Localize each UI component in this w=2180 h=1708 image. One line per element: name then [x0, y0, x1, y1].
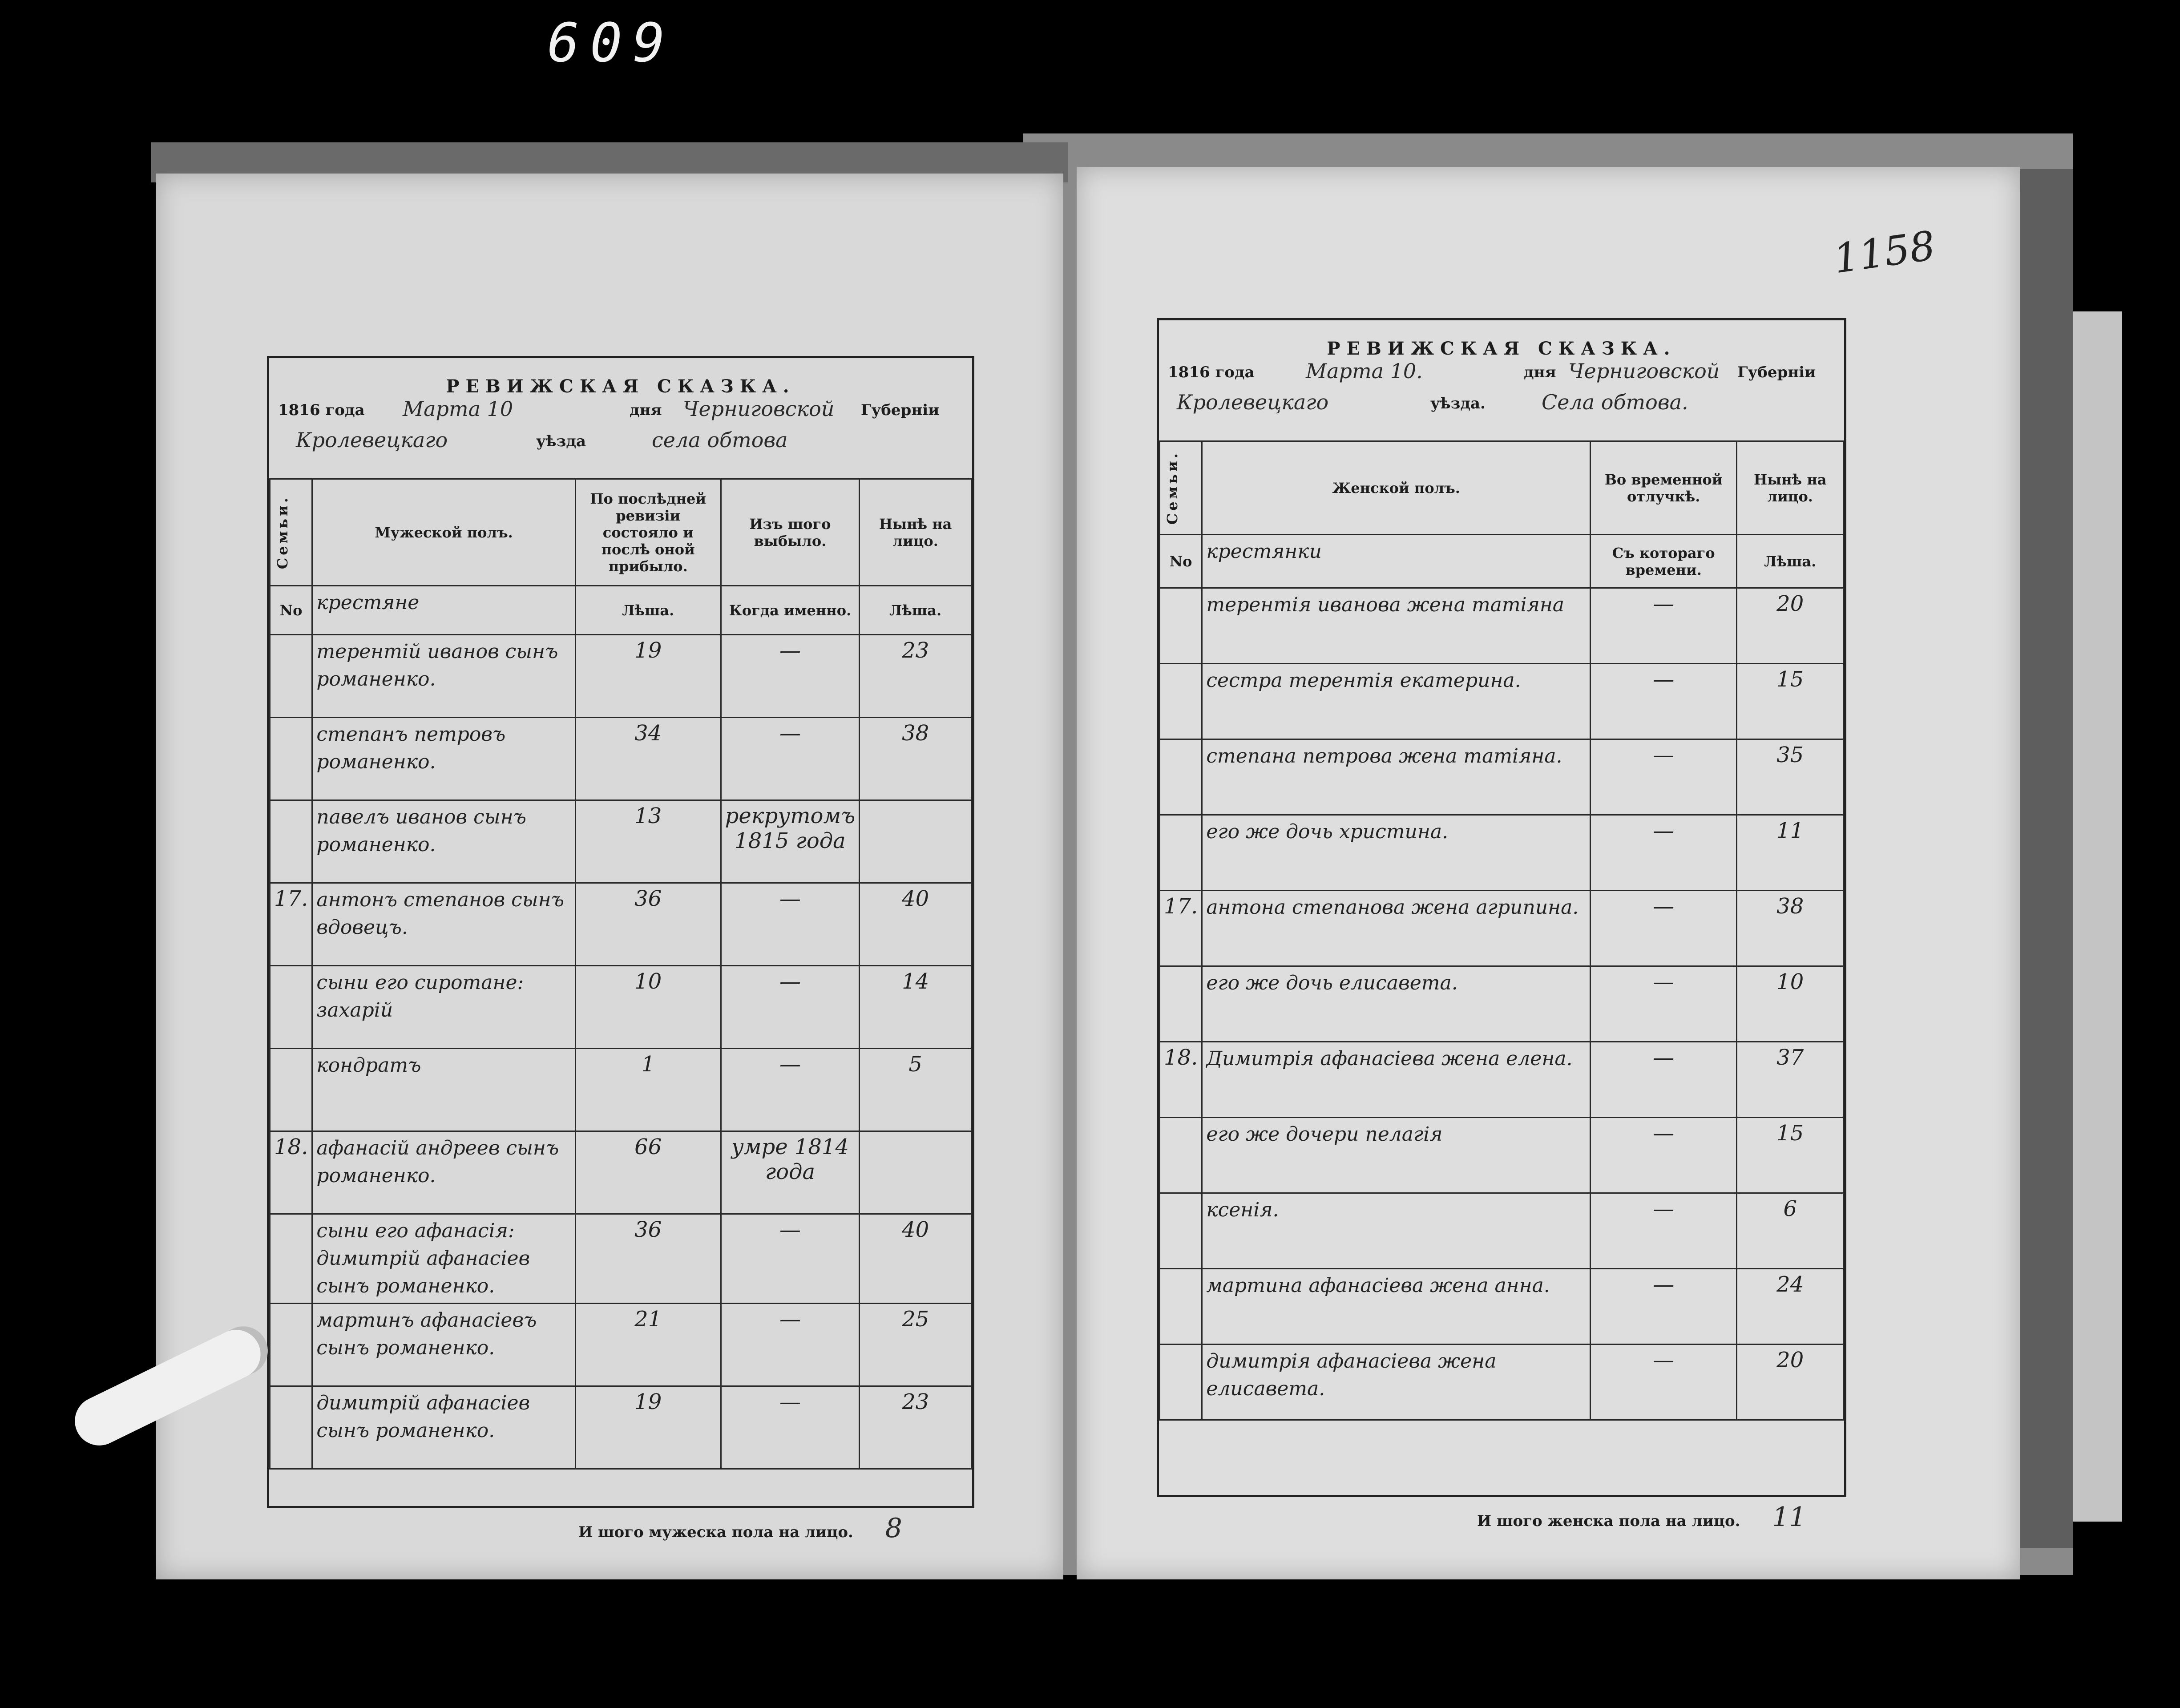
- right-date-line: [1159, 359, 1844, 390]
- left-district-line: [269, 428, 972, 459]
- row-dropped: —: [721, 883, 860, 966]
- row-dropped: —: [721, 1214, 860, 1304]
- row-absent: —: [1590, 739, 1737, 815]
- row-age-now: 37: [1737, 1042, 1844, 1118]
- left-district-label: уѣзда: [536, 432, 586, 450]
- table-row: [270, 1214, 972, 1304]
- table-row: [1160, 1042, 1844, 1118]
- row-dropped: —: [721, 718, 860, 800]
- row-age-previous: 66: [575, 1131, 721, 1214]
- book-edge-far-right: [2073, 311, 2122, 1522]
- right-total-label: И шого женска пола на лицо.: [1477, 1512, 1740, 1530]
- table-row: [270, 966, 972, 1049]
- row-dropped: —: [721, 1304, 860, 1386]
- row-family-number: [270, 1214, 312, 1304]
- row-family-number: [1160, 739, 1202, 815]
- row-entry-text: антона степанова жена агрипина.: [1202, 891, 1591, 966]
- right-district-line: [1159, 390, 1844, 421]
- right-total-value: 11: [1772, 1502, 1806, 1533]
- row-age-now: 35: [1737, 739, 1844, 815]
- row-absent: —: [1590, 891, 1737, 966]
- row-entry-text: его же дочери пелагія: [1202, 1118, 1591, 1193]
- row-family-number: 18.: [1160, 1042, 1202, 1118]
- right-sub-years: Лѣша.: [1737, 535, 1844, 588]
- left-sub-years: Лѣша.: [575, 586, 721, 635]
- row-entry-text: павелъ иванов сынъ романенко.: [312, 800, 575, 883]
- row-family-number: [1160, 1118, 1202, 1193]
- right-col-no: No: [1160, 535, 1202, 588]
- table-row: [270, 1304, 972, 1386]
- row-age-now: 25: [860, 1304, 972, 1386]
- right-page: [1077, 167, 2020, 1579]
- right-sub-since: Съ котораго времени.: [1590, 535, 1737, 588]
- left-form-title: РЕВИЖСКАЯ СКАЗКА.: [446, 376, 795, 397]
- row-entry-text: степанъ петровъ романенко.: [312, 718, 575, 800]
- left-category: крестяне: [312, 586, 575, 635]
- left-total: [578, 1513, 902, 1544]
- row-entry-text: сыни его сиротане: захарій: [312, 966, 575, 1049]
- row-dropped: рекрутомъ 1815 года: [721, 800, 860, 883]
- row-age-now: [860, 1131, 972, 1214]
- row-age-previous: 21: [575, 1304, 721, 1386]
- row-age-now: 23: [860, 1386, 972, 1469]
- left-col-dropped: Изъ шого выбыло.: [721, 479, 860, 586]
- row-age-now: 40: [860, 883, 972, 966]
- row-entry-text: ксенія.: [1202, 1193, 1591, 1269]
- right-province-label: Губерніи: [1737, 363, 1816, 381]
- right-register-table: [1159, 440, 1844, 1421]
- book-edge-right: [2011, 169, 2073, 1548]
- row-age-now: 23: [860, 635, 972, 718]
- row-entry-text: афанасій андреев сынъ романенко.: [312, 1131, 575, 1214]
- table-row: [270, 1049, 972, 1131]
- left-register-table: [269, 478, 972, 1470]
- table-row: [1160, 966, 1844, 1042]
- row-family-number: 17.: [1160, 891, 1202, 966]
- row-family-number: 18.: [270, 1131, 312, 1214]
- right-district-label: уѣзда.: [1430, 395, 1486, 412]
- row-family-number: [1160, 588, 1202, 664]
- right-province: Черниговской: [1568, 359, 1720, 383]
- row-dropped: —: [721, 635, 860, 718]
- row-absent: —: [1590, 1345, 1737, 1420]
- row-absent: —: [1590, 1269, 1737, 1345]
- row-age-now: 5: [860, 1049, 972, 1131]
- left-date-line: [269, 397, 972, 428]
- row-family-number: [270, 966, 312, 1049]
- right-village: Села обтова.: [1542, 390, 1688, 414]
- row-dropped: —: [721, 1049, 860, 1131]
- left-sub-when: Когда именно.: [721, 586, 860, 635]
- right-category: крестянки: [1202, 535, 1591, 588]
- row-entry-text: антонъ степанов сынъ вдовецъ.: [312, 883, 575, 966]
- row-age-now: 10: [1737, 966, 1844, 1042]
- right-day-label: дня: [1524, 363, 1556, 381]
- row-age-now: 14: [860, 966, 972, 1049]
- row-absent: —: [1590, 588, 1737, 664]
- right-form: [1157, 318, 1846, 1497]
- row-dropped: умре 1814 года: [721, 1131, 860, 1214]
- right-form-title: РЕВИЖСКАЯ СКАЗКА.: [1327, 338, 1676, 359]
- row-age-previous: 19: [575, 1386, 721, 1469]
- row-entry-text: его же дочь христина.: [1202, 815, 1591, 891]
- table-row: [270, 1131, 972, 1214]
- row-age-now: 38: [860, 718, 972, 800]
- row-absent: —: [1590, 815, 1737, 891]
- table-row: [270, 635, 972, 718]
- right-year-label: 1816 года: [1168, 363, 1255, 381]
- table-row: [270, 883, 972, 966]
- row-age-now: 6: [1737, 1193, 1844, 1269]
- row-entry-text: мартина афанасіева жена анна.: [1202, 1269, 1591, 1345]
- row-absent: —: [1590, 1118, 1737, 1193]
- row-entry-text: кондратъ: [312, 1049, 575, 1131]
- left-year-label: 1816 года: [278, 401, 365, 419]
- row-entry-text: сыни его афанасія: димитрій афанасіев сынъ романенко.: [312, 1214, 575, 1304]
- left-total-value: 8: [885, 1513, 902, 1544]
- row-age-now: 40: [860, 1214, 972, 1304]
- left-province: Черниговской: [683, 397, 835, 421]
- table-row: [1160, 1193, 1844, 1269]
- row-age-now: [860, 800, 972, 883]
- row-entry-text: мартинъ афанасіевъ сынъ романенко.: [312, 1304, 575, 1386]
- left-col-family: Семьи.: [270, 479, 312, 586]
- row-entry-text: сестра терентія екатерина.: [1202, 664, 1591, 739]
- row-age-now: 15: [1737, 1118, 1844, 1193]
- table-row: [1160, 1345, 1844, 1420]
- row-age-previous: 36: [575, 883, 721, 966]
- row-dropped: —: [721, 966, 860, 1049]
- row-age-now: 20: [1737, 1345, 1844, 1420]
- right-month-day: Марта 10.: [1306, 359, 1423, 383]
- row-age-previous: 36: [575, 1214, 721, 1304]
- row-dropped: —: [721, 1386, 860, 1469]
- row-family-number: [270, 1304, 312, 1386]
- row-age-now: 11: [1737, 815, 1844, 891]
- row-absent: —: [1590, 1042, 1737, 1118]
- row-age-previous: 34: [575, 718, 721, 800]
- right-col-absent: Во временной отлучкѣ.: [1590, 441, 1737, 535]
- left-col-present: Нынѣ на лицо.: [860, 479, 972, 586]
- row-family-number: [1160, 1345, 1202, 1420]
- row-age-now: 24: [1737, 1269, 1844, 1345]
- left-total-label: И шого мужеска пола на лицо.: [578, 1523, 853, 1541]
- row-age-previous: 1: [575, 1049, 721, 1131]
- table-row: [1160, 891, 1844, 966]
- table-row: [270, 1386, 972, 1469]
- table-row: [270, 718, 972, 800]
- row-entry-text: Димитрія афанасіева жена елена.: [1202, 1042, 1591, 1118]
- table-row: [1160, 588, 1844, 664]
- row-family-number: 17.: [270, 883, 312, 966]
- right-total: [1477, 1502, 1806, 1533]
- row-absent: —: [1590, 966, 1737, 1042]
- row-family-number: [1160, 1269, 1202, 1345]
- row-family-number: [1160, 664, 1202, 739]
- row-family-number: [270, 635, 312, 718]
- left-village: села обтова: [652, 428, 788, 452]
- row-absent: —: [1590, 664, 1737, 739]
- row-entry-text: димитрій афанасіев сынъ романенко.: [312, 1386, 575, 1469]
- row-family-number: [1160, 966, 1202, 1042]
- left-sub-years2: Лѣша.: [860, 586, 972, 635]
- left-day-label: дня: [630, 401, 662, 419]
- frame-number: 609: [547, 12, 676, 74]
- right-archive-stamp: 1158: [1830, 222, 1938, 283]
- row-age-now: 15: [1737, 664, 1844, 739]
- row-age-previous: 13: [575, 800, 721, 883]
- row-family-number: [1160, 815, 1202, 891]
- left-col-last-revision: По послѣдней ревизіи состояло и послѣ оной прибыло.: [575, 479, 721, 586]
- left-form: [267, 356, 974, 1508]
- right-col-family: Семьи.: [1160, 441, 1202, 535]
- row-age-previous: 19: [575, 635, 721, 718]
- row-age-now: 38: [1737, 891, 1844, 966]
- table-row: [1160, 815, 1844, 891]
- table-row: [1160, 739, 1844, 815]
- row-family-number: [270, 800, 312, 883]
- table-row: [1160, 664, 1844, 739]
- left-col-no: No: [270, 586, 312, 635]
- row-entry-text: терентій иванов сынъ романенко.: [312, 635, 575, 718]
- row-absent: —: [1590, 1193, 1737, 1269]
- row-family-number: [270, 718, 312, 800]
- left-district: Кролевецкаго: [296, 428, 448, 452]
- row-age-now: 20: [1737, 588, 1844, 664]
- right-col-present: Нынѣ на лицо.: [1737, 441, 1844, 535]
- table-row: [270, 800, 972, 883]
- table-row: [1160, 1269, 1844, 1345]
- row-age-previous: 10: [575, 966, 721, 1049]
- left-page: [156, 174, 1063, 1579]
- left-month-day: Марта 10: [403, 397, 513, 421]
- row-entry-text: димитрія афанасіева жена елисавета.: [1202, 1345, 1591, 1420]
- row-family-number: [1160, 1193, 1202, 1269]
- row-entry-text: терентія иванова жена татіяна: [1202, 588, 1591, 664]
- right-col-sex: Женской полъ.: [1202, 441, 1591, 535]
- row-family-number: [270, 1386, 312, 1469]
- left-col-sex: Мужеской полъ.: [312, 479, 575, 586]
- left-province-label: Губерніи: [861, 401, 940, 419]
- table-row: [1160, 1118, 1844, 1193]
- row-family-number: [270, 1049, 312, 1131]
- row-entry-text: его же дочь елисавета.: [1202, 966, 1591, 1042]
- row-entry-text: степана петрова жена татіяна.: [1202, 739, 1591, 815]
- right-district: Кролевецкаго: [1177, 390, 1329, 414]
